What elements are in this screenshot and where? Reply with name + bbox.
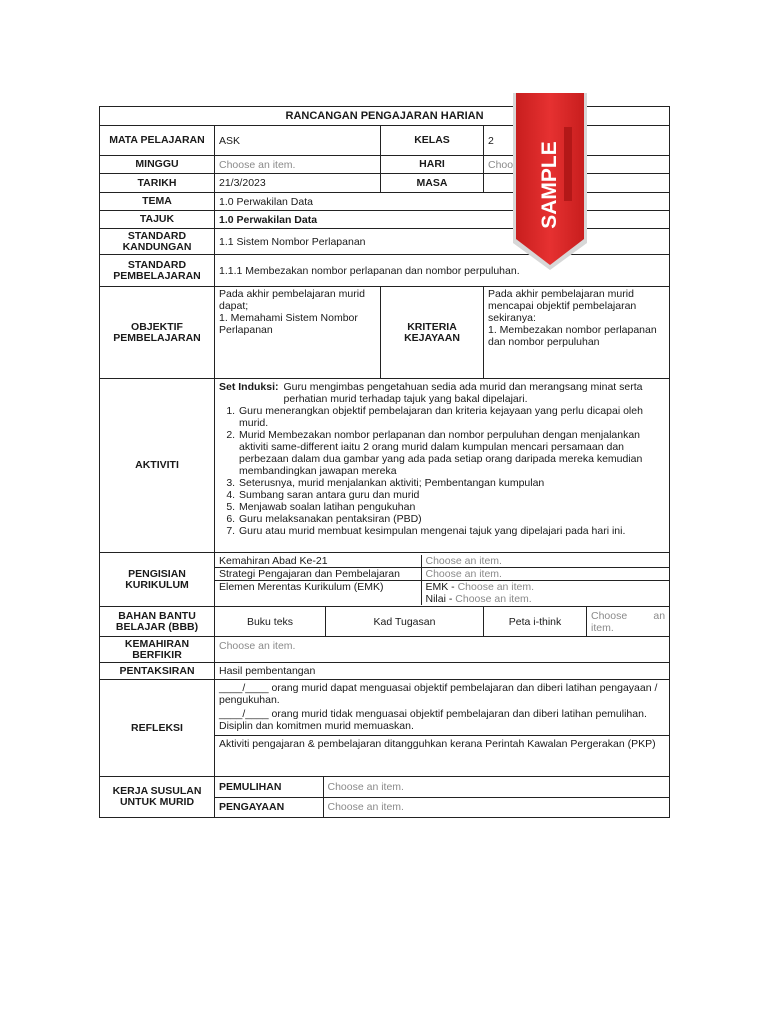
tarikh-label: TARIKH (100, 174, 215, 193)
mata-pelajaran-label: MATA PELAJARAN (100, 126, 215, 156)
set-induksi (219, 381, 665, 405)
hari-label: HARI (381, 156, 484, 174)
kriteria-intro: Pada akhir pembelajaran murid mencapai objektif pembelajaran sekiranya: (488, 288, 637, 324)
pemulihan-label: PEMULIHAN (219, 780, 282, 793)
tema-value[interactable]: 1.0 Perwakilan Data (215, 193, 670, 211)
refleksi-divider (215, 735, 669, 736)
sample-ribbon-stripe (564, 127, 572, 201)
tema-label: TEMA (100, 193, 215, 211)
aktiviti-step: 7. Guru atau murid membuat kesimpulan mengenai tajuk yang dipelajari pada hari ini. (238, 525, 665, 537)
sample-watermark-ribbon (512, 93, 588, 271)
minggu-label: MINGGU (100, 156, 215, 174)
bahan-item-2[interactable]: Kad Tugasan (326, 607, 484, 637)
tajuk-label: TAJUK (100, 211, 215, 229)
emk-nilai-cell (421, 580, 669, 605)
pengisian-kurikulum-content (215, 553, 670, 607)
aktiviti-step: 5. Menjawab soalan latihan pengukuhan (238, 501, 665, 513)
refleksi-content[interactable] (215, 680, 670, 777)
tarikh-value[interactable]: 21/3/2023 (215, 174, 381, 193)
pemulihan-dropdown[interactable]: Choose an item. (323, 777, 669, 797)
kriteria-content[interactable] (484, 287, 670, 379)
objektif-label: OBJEKTIF PEMBELAJARAN (100, 287, 215, 379)
aktiviti-step: 4. Sumbang saran antara guru dan murid (238, 489, 665, 501)
strategi-pdp-label: Strategi Pengajaran dan Pembelajaran (215, 567, 421, 580)
emk-prefix: EMK - (425, 580, 458, 593)
kemahiran-berfikir-dropdown[interactable]: Choose an item. (215, 637, 670, 663)
pengayaan-label: PENGAYAAN (215, 797, 323, 817)
kerja-susulan-content (215, 777, 670, 818)
kemahiran-berfikir-label: KEMAHIRAN BERFIKIR (100, 637, 215, 663)
pengisian-kurikulum-label: PENGISIAN KURIKULUM (100, 553, 215, 607)
nilai-prefix: Nilai - (425, 592, 456, 605)
nilai-dropdown[interactable]: Choose an item. (455, 592, 532, 605)
kelas-label: KELAS (381, 126, 484, 156)
hari-dropdown[interactable]: Choo (484, 156, 670, 174)
set-induksi-text: Guru mengimbas pengetahuan sedia ada murid dan merangsang minat serta perhatian murid terhadap tajuk yang bakal dipelajari. (283, 381, 643, 405)
strategi-pdp-dropdown[interactable]: Choose an item. (421, 567, 669, 580)
bahan-item-1[interactable]: Buku teks (215, 607, 326, 637)
emk-dropdown[interactable]: Choose an item. (457, 580, 535, 593)
bahan-item-3[interactable]: Peta i-think (484, 607, 587, 637)
emk-label: Elemen Merentas Kurikulum (EMK) (215, 580, 421, 605)
standard-kandungan-label: STANDARD KANDUNGAN (100, 229, 215, 255)
set-induksi-label: Set Induksi: (219, 381, 279, 393)
minggu-dropdown[interactable]: Choose an item. (215, 156, 381, 174)
mata-pelajaran-value[interactable]: ASK (215, 126, 381, 156)
standard-kandungan-value[interactable]: 1.1 Sistem Nombor Perlapanan (215, 229, 670, 255)
aktiviti-steps-list (219, 405, 665, 537)
refleksi-line-3: Aktiviti pengajaran & pembelajaran ditangguhkan kerana Perintah Kawalan Pergerakan (PKP) (219, 738, 656, 750)
objektif-item: 1. Memahami Sistem Nombor Perlapanan (219, 312, 358, 336)
standard-pembelajaran-label: STANDARD PEMBELAJARAN (100, 255, 215, 287)
pentaksiran-value[interactable]: Hasil pembentangan (215, 663, 670, 680)
aktiviti-step: 1. Guru menerangkan objektif pembelajaran dan kriteria kejayaan yang perlu dicapai oleh murid. (238, 405, 665, 429)
masa-label: MASA (381, 174, 484, 193)
pengayaan-dropdown[interactable]: Choose an item. (323, 797, 669, 817)
aktiviti-step: 2. Murid Membezakan nombor perlapanan dan nombor perpuluhan dengan menjalankan aktiviti same-different iaitu 2 orang murid dalam kumpulan mencari persamaan dan perbezaan dalam dua gambar yang ada pada setiap orang daripada mereka kemudian membandingkan jawapan mereka (238, 429, 665, 477)
aktiviti-step: 6. Guru melaksanakan pentaksiran (PBD) (238, 513, 665, 525)
kriteria-label: KRITERIA KEJAYAAN (381, 287, 484, 379)
kelas-value[interactable]: 2 (484, 126, 670, 156)
sample-watermark-text: SAMPLE (538, 141, 561, 229)
aktiviti-step: 3. Seterusnya, murid menjalankan aktiviti; Pembentangan kumpulan (238, 477, 665, 489)
aktiviti-content[interactable] (215, 379, 670, 553)
refleksi-line-1: ____/____ orang murid dapat menguasai objektif pembelajaran dan diberi latihan pengayaan / pengukuhan. (219, 682, 658, 706)
pengisian-kurikulum-table (215, 555, 669, 605)
kriteria-item: 1. Membezakan nombor perlapanan dan nombor perpuluhan (488, 324, 657, 348)
standard-pembelajaran-value[interactable]: 1.1.1 Membezakan nombor perlapanan dan nombor perpuluhan. (215, 255, 670, 287)
kerja-susulan-label: KERJA SUSULAN UNTUK MURID (100, 777, 215, 818)
tajuk-value[interactable]: 1.0 Perwakilan Data (215, 211, 670, 229)
kemahiran-abad-label: Kemahiran Abad Ke-21 (219, 554, 328, 567)
objektif-intro: Pada akhir pembelajaran murid dapat; (219, 288, 365, 312)
sample-ribbon-shape (512, 93, 588, 271)
aktiviti-label: AKTIVITI (100, 379, 215, 553)
kerja-susulan-table (215, 777, 669, 817)
document-title: RANCANGAN PENGAJARAN HARIAN (100, 107, 670, 126)
bahan-bantu-label: BAHAN BANTU BELAJAR (BBB) (100, 607, 215, 637)
kemahiran-abad-dropdown[interactable]: Choose an item. (421, 555, 669, 568)
refleksi-label: REFLEKSI (100, 680, 215, 777)
pentaksiran-label: PENTAKSIRAN (100, 663, 215, 680)
refleksi-line-2: ____/____ orang murid tidak menguasai objektif pembelajaran dan diberi latihan pemulihan. Disiplin dan komitmen murid memuaskan. (219, 708, 647, 732)
bahan-dropdown[interactable]: Choose an item. (587, 607, 670, 637)
objektif-content[interactable] (215, 287, 381, 379)
